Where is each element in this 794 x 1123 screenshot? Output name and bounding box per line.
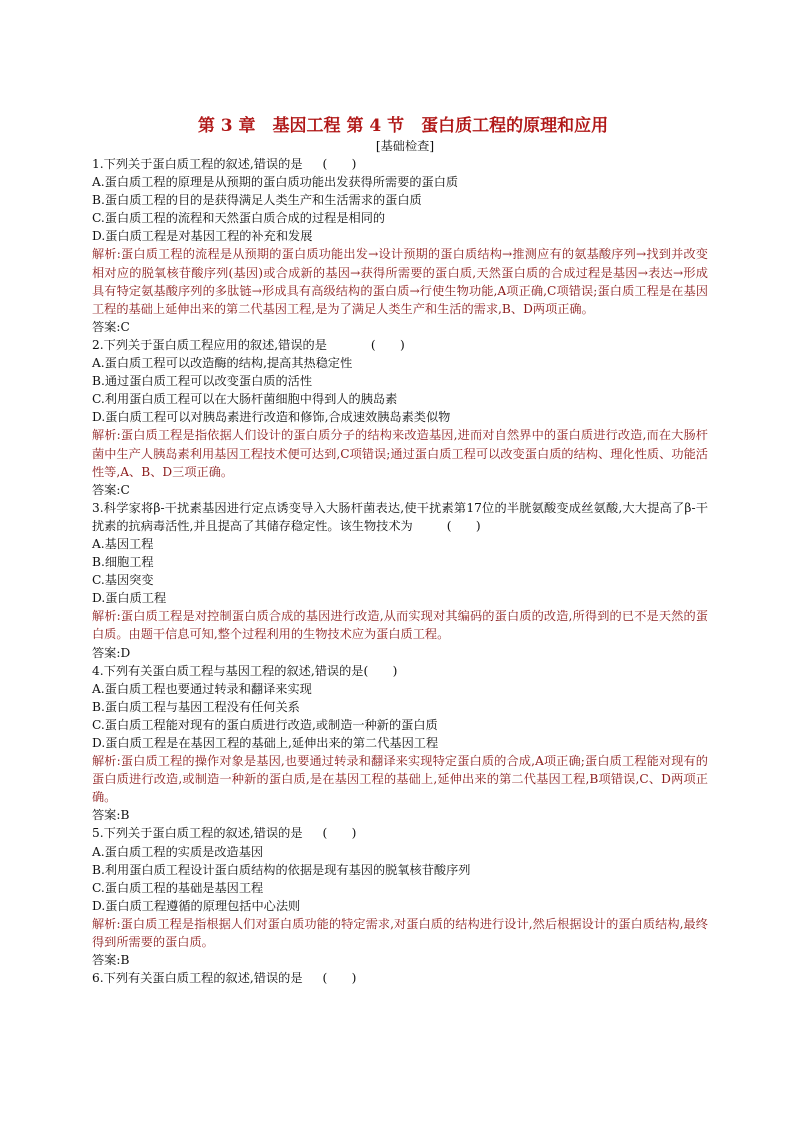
answer-text: 答案:D [92,645,131,660]
analysis-text: 解析:蛋白质工程是指根据人们对蛋白质功能的特定需求,对蛋白质的结构进行设计,然后根据设计的蛋白质结构,最终得到所需要的蛋白质。 [92,916,708,950]
option-c: C.蛋白质工程的基础是基因工程 [92,880,264,895]
option-a: A.蛋白质工程的实质是改造基因 [92,844,264,859]
option-d: D.蛋白质工程是对基因工程的补充和发展 [92,229,313,244]
answer-blank: ( ) [322,157,357,171]
question-4 [92,662,708,825]
option-b: B.蛋白质工程与基因工程没有任何关系 [92,699,300,714]
option-d: D.蛋白质工程可以对胰岛素进行改造和修饰,合成速效胰岛素类似物 [92,410,451,425]
option-a: A.蛋白质工程可以改造酶的结构,提高其热稳定性 [92,356,353,371]
section-tag: [基础检查] [375,139,435,153]
question-stem: 3.科学家将β-干扰素基因进行定点诱变导入大肠杆菌表达,使干扰素第17位的半胱氨酸变成丝氨酸,大大提高了β-干扰素的抗病毒活性,并且提高了其储存稳定性。该生物技术为 ( ) [92,499,708,535]
option-c: C.基因突变 [92,573,154,588]
analysis-text: 解析:蛋白质工程是指依据人们设计的蛋白质分子的结构来改造基因,进而对自然界中的蛋白质进行改造,而在大肠杆菌中生产人胰岛素利用基因工程技术便可达到,C项错误;通过蛋白质工程可以改变蛋白质的结构、理化性质、功能活性等,A、B、D三项正确。 [92,428,708,479]
option-c: C.蛋白质工程的流程和天然蛋白质合成的过程是相同的 [92,211,386,226]
question-3 [92,499,708,662]
question-stem: 2.下列关于蛋白质工程应用的叙述,错误的是 ( ) [92,336,708,354]
analysis-text: 解析:蛋白质工程的操作对象是基因,也要通过转录和翻译来实现特定蛋白质的合成,A项正确;蛋白质工程能对现有的蛋白质进行改造,或制造一种新的蛋白质,是在基因工程的基础上,延伸出来的第二代基因工程,B项错误,C、D两项正确。 [92,754,708,805]
option-d: D.蛋白质工程是在基因工程的基础上,延伸出来的第二代基因工程 [92,736,439,750]
option-b: B.利用蛋白质工程设计蛋白质结构的依据是现有基因的脱氧核苷酸序列 [92,862,471,877]
option-a: A.蛋白质工程也要通过转录和翻译来实现 [92,681,312,696]
question-2 [92,336,708,499]
page-title: 第 3 章 基因工程 第 4 节 蛋白质工程的原理和应用 [197,116,609,136]
answer-text: 答案:B [92,953,130,968]
question-1 [92,155,708,336]
answer-text: 答案:C [92,482,130,497]
answer-blank: ( ) [363,663,398,678]
option-d: D.蛋白质工程 [92,591,167,606]
question-stem: 1.下列关于蛋白质工程的叙述,错误的是 ( ) [92,155,708,173]
option-a: A.蛋白质工程的原理是从预期的蛋白质功能出发获得所需要的蛋白质 [92,175,459,190]
option-d: D.蛋白质工程遵循的原理包括中心法则 [92,898,301,913]
answer-text: 答案:C [92,319,130,334]
option-c: C.蛋白质工程能对现有的蛋白质进行改造,或制造一种新的蛋白质 [92,717,438,732]
question-stem: 6.下列有关蛋白质工程的叙述,错误的是 ( ) [92,969,708,987]
analysis-text: 解析:蛋白质工程是对控制蛋白质合成的基因进行改造,从而实现对其编码的蛋白质的改造,所得到的已不是天然的蛋白质。由题干信息可知,整个过程利用的生物技术应为蛋白质工程。 [92,609,708,642]
option-b: B.细胞工程 [92,555,154,570]
option-b: B.通过蛋白质工程可以改变蛋白质的活性 [92,374,313,389]
answer-text: 答案:B [92,808,130,823]
document-page [92,114,708,987]
answer-blank: ( ) [370,337,405,352]
option-c: C.利用蛋白质工程可以在大肠杆菌细胞中得到人的胰岛素 [92,392,398,407]
question-6 [92,969,708,987]
question-5 [92,824,708,969]
analysis-text: 解析:蛋白质工程的流程是从预期的蛋白质功能出发→设计预期的蛋白质结构→推测应有的氨基酸序列→找到并改变相对应的脱氧核苷酸序列(基因)或合成新的基因→获得所需要的蛋白质,天然蛋白质的合成过程是基因→表达→形成具有特定氨基酸序列的多肽链→形成具有高级结构的蛋白质→行使生物功能,A项正确,C项错误;蛋白质工程是在基因工程的基础上延伸出来的第二代基因工程,是为了满足人类生产和生活的需求,B、D两项正确。 [92,247,708,316]
question-stem: 5.下列关于蛋白质工程的叙述,错误的是 ( ) [92,824,708,842]
option-b: B.蛋白质工程的目的是获得满足人类生产和生活需求的蛋白质 [92,193,422,208]
answer-blank: ( ) [446,518,481,533]
answer-blank: ( ) [322,971,357,986]
answer-blank: ( ) [322,826,357,841]
option-a: A.基因工程 [92,536,154,551]
question-stem: 4.下列有关蛋白质工程与基因工程的叙述,错误的是( ) [92,662,708,680]
